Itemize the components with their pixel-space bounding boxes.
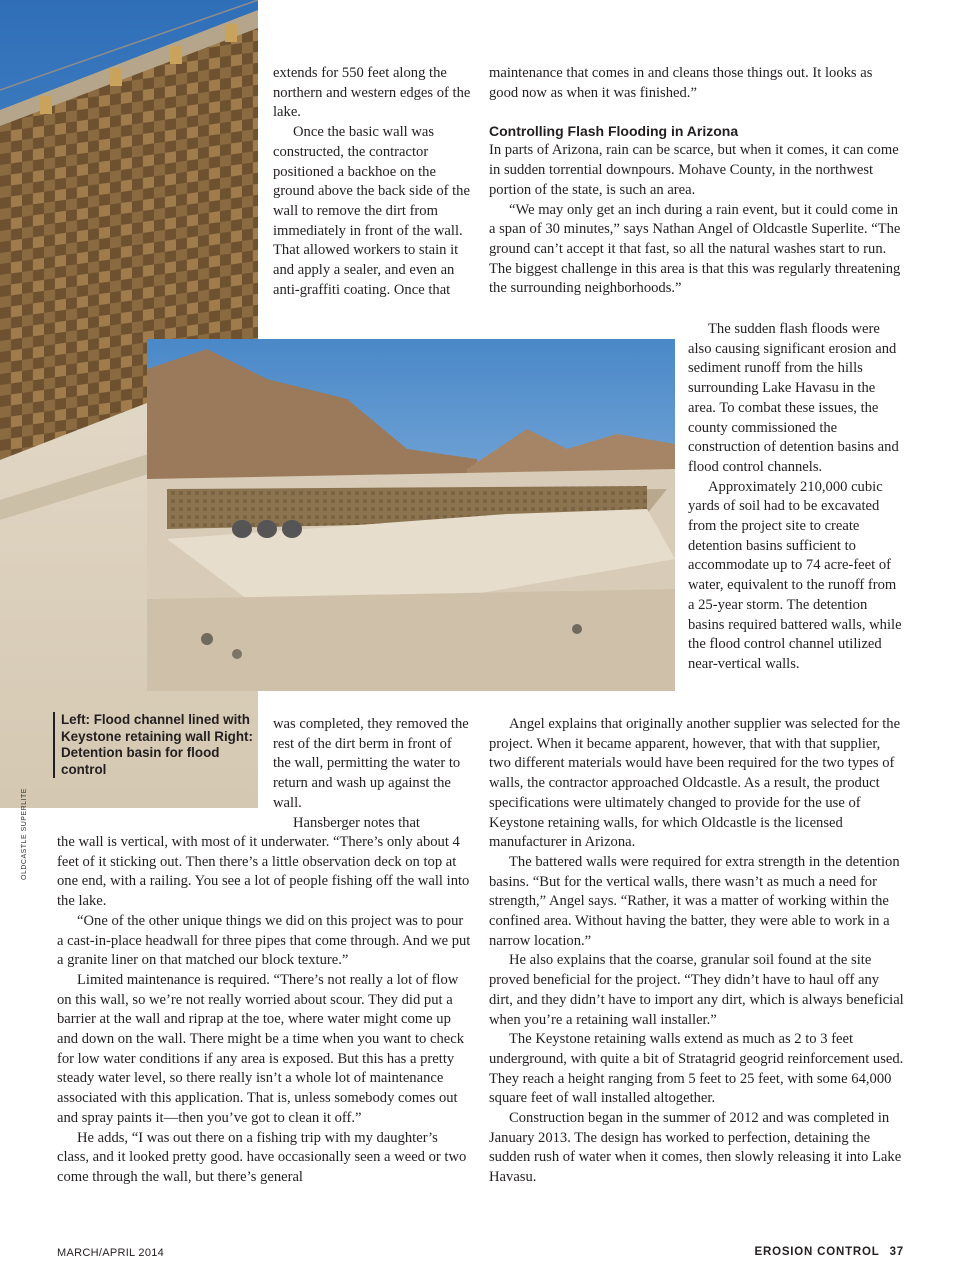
detention-basin-photo (147, 339, 675, 691)
paragraph: Once the basic wall was constructed, the contractor positioned a backhoe on the ground above the back side of the wall to remove the dirt from immediately in front of the wall. That allowed workers to stain it and apply a sealer, and even an anti-graffiti coating. Once that (273, 124, 470, 298)
column-b-top (489, 64, 905, 299)
paragraph: He also explains that the coarse, granular soil found at the site proved beneficial for the project. “They didn’t have to haul off any dirt, and they didn’t have to import any dirt, which is always beneficial when you’re a retaining wall installer.” (489, 952, 904, 1028)
paragraph: Approximately 210,000 cubic yards of soil had to be excavated from the project site to create detention basins sufficient to accommodate up to 74 acre-feet of water, equivalent to the runoff from a 25-year storm. The detention basins required battered walls, while the flood control channel utilized near-vertical walls. (688, 478, 902, 672)
paragraph: the wall is vertical, with most of it underwater. “There’s only about 4 feet of it sticking out. Then there’s a little observation deck on top at one end, with a railing. You see a lot of people fishing off the wall into the lake. (57, 834, 470, 910)
column-b-narrow (688, 320, 904, 675)
paragraph: Angel explains that originally another supplier was selected for the project. When it became apparent, however, that with that supplier, two different materials would have been required for the two types of walls, the contractor approached Oldcastle. As a result, the product specifications were ultimately changed to provide for the use of Keystone retaining walls, for which Oldcastle is the licensed manufacturer in Arizona. (489, 716, 901, 851)
paragraph: The sudden flash floods were also causing significant erosion and sediment runoff from the hills surrounding Lake Havasu in the area. To combat these issues, the county commissioned the construction of detention basins and flood control channels. (688, 321, 899, 475)
photo-caption: Left: Flood channel lined with Keystone retaining wall Right: Detention basin for flood control (53, 712, 261, 778)
section-heading: Controlling Flash Flooding in Arizona (489, 123, 739, 140)
paragraph: “We may only get an inch during a rain event, but it could come in a span of 30 minutes,” says Nathan Angel of Oldcastle Superlite. “The ground can’t accept it that fast, so all the natural washes start to run. The biggest challenge in this area is that this was regularly threatening the surrounding neighborhoods.” (489, 201, 901, 297)
paragraph: Limited maintenance is required. “There’s not really a lot of flow on this wall, so we’re not really worried about scour. They did put a barrier at the wall and riprap at the toe, where water might come up and down on the wall. There might be a time when you want to check for low water conditions if any area is exposed. But this has a pretty steady water level, so there really isn’t a whole lot of maintenance associated with this application. That is, unless somebody comes out and spray paints it—then you’ve got to clean it off.” (57, 971, 465, 1126)
paragraph: The Keystone retaining walls extend as much as 2 to 3 feet underground, with quite a bit of Stratagrid geogrid reinforcement used. They reach a height ranging from 5 feet to 25 feet, with some 64,000 square feet of wall installed altogether. (489, 1031, 904, 1107)
paragraph: was completed, they removed the rest of the dirt berm in front of the wall, permitting the water to return and wash up against the wall. (273, 716, 469, 811)
paragraph: Hansberger notes that (293, 814, 420, 831)
paragraph: In parts of Arizona, rain can be scarce, but when it comes, it can come in sudden torrential downpours. Mohave County, in the northwest portion of the state, is such an area. (489, 142, 899, 198)
paragraph: “One of the other unique things we did on this project was to pour a cast-in-place headwall for three pipes that come through. And we put a granite liner on that matched our block texture.” (57, 912, 471, 969)
column-a-mid (273, 715, 473, 833)
paragraph: Construction began in the summer of 2012 and was completed in January 2013. The design has worked to perfection, detaining the sudden rush of water when it comes, then slowly releasing it into Lake Havasu. (489, 1110, 902, 1186)
paragraph: maintenance that comes in and cleans those things out. It looks as good now as when it was finished.” (489, 65, 873, 101)
column-b-bottom (489, 715, 905, 1188)
column-a-bottom (57, 833, 473, 1188)
column-a-top (273, 64, 473, 300)
running-footer (755, 1246, 905, 1258)
paragraph: He adds, “I was out there on a fishing trip with my daughter’s class, and it looked pretty good. have occasionally seen a weed or two come through the wall, but there’s general (57, 1129, 467, 1185)
photo-credit: OLDCASTLE SUPERLITE (21, 788, 28, 880)
paragraph: The battered walls were required for extra strength in the detention basins. “But for the vertical walls, there wasn’t as much a need for strength,” Angel says. “Rather, it was a matter of working within the confined area. Without having the batter, they were able to work in a narrow location.” (489, 853, 900, 949)
magazine-name: EROSION CONTROL (754, 1246, 880, 1258)
paragraph: extends for 550 feet along the northern and western edges of the lake. (273, 65, 471, 121)
page-number: 37 (889, 1246, 904, 1258)
issue-date: MARCH/APRIL 2014 (57, 1247, 165, 1259)
